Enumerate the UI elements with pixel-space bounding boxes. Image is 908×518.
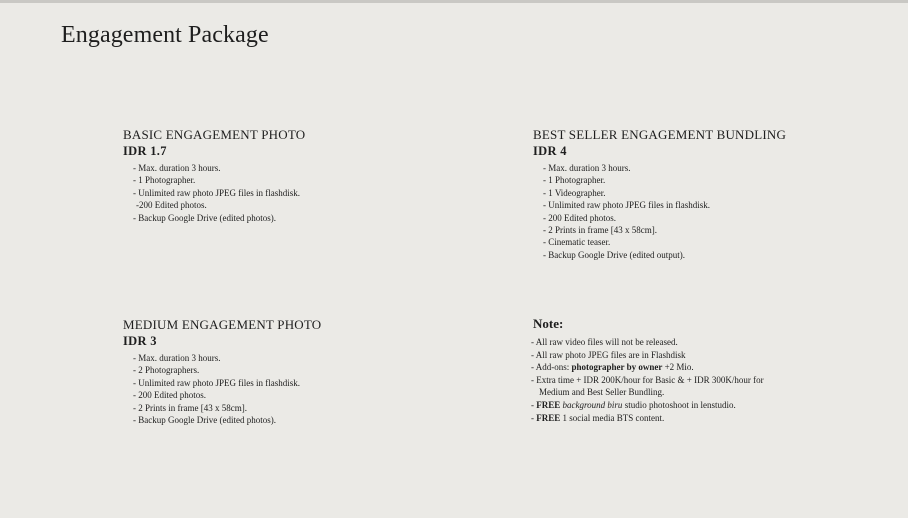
- package-price: IDR 4: [533, 144, 567, 158]
- feature-item: - 200 Edited photos.: [133, 390, 206, 401]
- note-text: +2 Mio.: [662, 362, 694, 373]
- note-title: Note:: [533, 316, 564, 331]
- package-features: [543, 162, 786, 261]
- feature-item: - Max. duration 3 hours.: [543, 163, 631, 173]
- top-border: [0, 0, 908, 3]
- note-item: [531, 412, 764, 425]
- note-emphasis: FREE: [536, 399, 561, 410]
- page-title: Engagement Package: [61, 22, 269, 48]
- note-item: Medium and Best Seller Bundling.: [539, 387, 665, 398]
- package-features: [133, 162, 305, 224]
- note-emphasis: photographer by owner: [571, 362, 663, 373]
- package-best-seller: [533, 127, 786, 261]
- feature-item: - 2 Photographers.: [133, 365, 200, 376]
- feature-item: - 1 Videographer.: [543, 187, 606, 198]
- package-name: BEST SELLER ENGAGEMENT BUNDLING: [533, 127, 787, 142]
- feature-item: - 1 Photographer.: [133, 175, 196, 186]
- note-item: [531, 361, 764, 374]
- feature-item: - Max. duration 3 hours.: [133, 163, 221, 173]
- feature-item: - Backup Google Drive (edited photos).: [133, 415, 276, 426]
- feature-item: - Unlimited raw photo JPEG files in flashdisk.: [543, 200, 710, 211]
- feature-item: - Unlimited raw photo JPEG files in flashdisk.: [133, 187, 300, 198]
- note-text: -: [531, 399, 537, 410]
- feature-item: - 1 Photographer.: [543, 175, 606, 186]
- note-item: [531, 399, 764, 412]
- note-emphasis: FREE: [536, 412, 561, 423]
- note-text: -: [531, 412, 537, 423]
- feature-item: -200 Edited photos.: [136, 200, 207, 211]
- note-list: [531, 336, 764, 424]
- feature-item: - 2 Prints in frame [43 x 58cm].: [543, 225, 657, 236]
- package-features: [133, 352, 321, 426]
- note-item: - Extra time + IDR 200K/hour for Basic & + IDR 300K/hour for: [531, 374, 764, 385]
- feature-item: - Cinematic teaser.: [543, 237, 611, 248]
- note-text: - Add-ons:: [531, 362, 572, 373]
- package-price: IDR 3: [123, 334, 157, 348]
- feature-item: - Unlimited raw photo JPEG files in flashdisk.: [133, 377, 300, 388]
- package-basic: [123, 127, 305, 224]
- note-text: 1 social media BTS content.: [560, 412, 665, 423]
- feature-item: - Max. duration 3 hours.: [133, 353, 221, 363]
- package-name: BASIC ENGAGEMENT PHOTO: [123, 127, 306, 142]
- feature-item: - 200 Edited photos.: [543, 212, 616, 223]
- feature-item: - Backup Google Drive (edited photos).: [133, 212, 276, 223]
- package-name: MEDIUM ENGAGEMENT PHOTO: [123, 317, 322, 332]
- feature-item: - 2 Prints in frame [43 x 58cm].: [133, 402, 247, 413]
- note-item: - All raw video files will not be released.: [531, 337, 678, 347]
- feature-item: - Backup Google Drive (edited output).: [543, 249, 685, 260]
- note-italic: background biru: [562, 399, 623, 410]
- package-price: IDR 1.7: [123, 144, 167, 158]
- note-item: - All raw photo JPEG files are in Flashdisk: [531, 349, 686, 360]
- note-section: [533, 315, 764, 424]
- note-text: studio photoshoot in lenstudio.: [622, 399, 736, 410]
- package-medium: [123, 317, 321, 426]
